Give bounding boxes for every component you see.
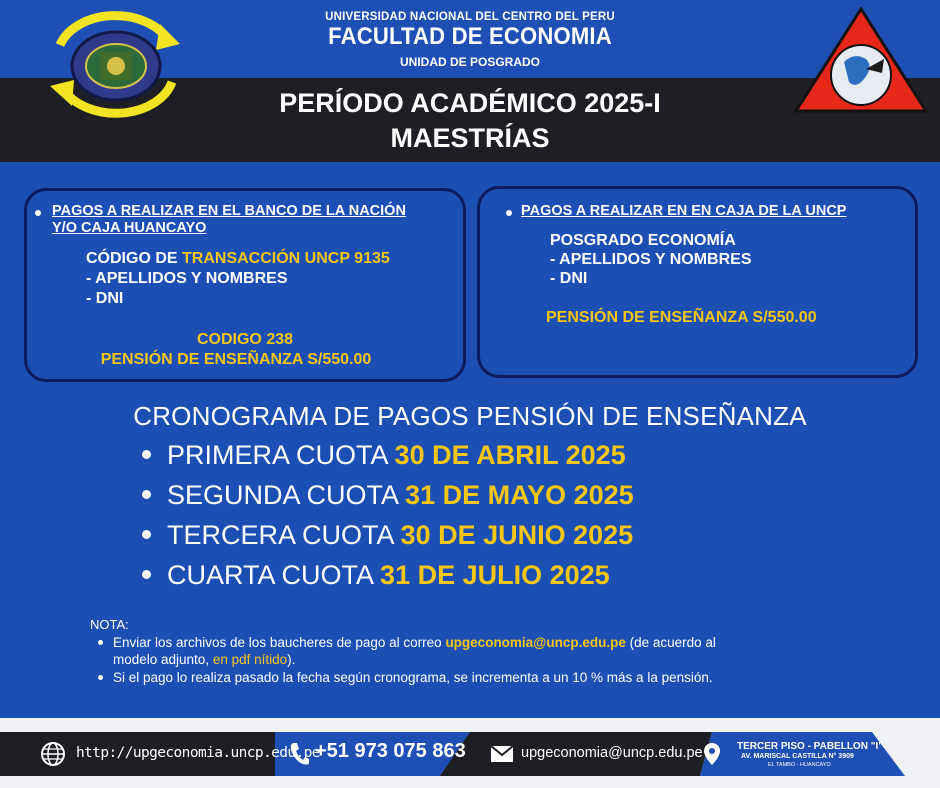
cuota-item xyxy=(142,520,633,551)
envelope-icon xyxy=(490,745,514,763)
nota-text: modelo adjunto, xyxy=(113,652,213,667)
nota-text: Enviar los archivos de los baucheres de pago al correo xyxy=(113,635,446,650)
bullet-dot xyxy=(35,210,41,216)
nota-text-1b xyxy=(113,651,295,668)
nota-email-link[interactable]: upgeconomia@uncp.edu.pe xyxy=(445,635,626,650)
code-prefix: CÓDIGO DE xyxy=(86,250,183,267)
nota-text-2: Si el pago lo realiza pasado la fecha según cronograma, se incrementa a un 10 % más a la pensión. xyxy=(113,670,713,685)
period-title: PERÍODO ACADÉMICO 2025-I xyxy=(279,88,661,118)
transaction-code xyxy=(86,249,390,269)
bank-heading-line2: Y/O CAJA HUANCAYO xyxy=(52,220,207,236)
nota-item-1 xyxy=(98,634,858,668)
cuota-date: 31 DE JULIO 2025 xyxy=(380,560,610,590)
cuota-label: TERCERA CUOTA xyxy=(167,520,401,550)
footer-phone[interactable]: +51 973 075 863 xyxy=(315,740,466,762)
requirement-name-2: - APELLIDOS Y NOMBRES xyxy=(550,251,752,268)
program-title: MAESTRÍAS xyxy=(390,123,550,153)
bullet-dot xyxy=(98,640,103,645)
footer-address-1: TERCER PISO - PABELLON "I" xyxy=(737,741,883,752)
cuota-item xyxy=(142,560,610,591)
university-name: UNIVERSIDAD NACIONAL DEL CENTRO DEL PERU xyxy=(325,11,615,23)
nota-pdf: en pdf nítido xyxy=(212,652,288,667)
codigo-238: CODIGO 238 xyxy=(196,331,294,348)
bullet-dot xyxy=(142,490,151,499)
cuota-item xyxy=(142,480,634,511)
nota-label: NOTA: xyxy=(90,617,129,632)
cuota-label: CUARTA CUOTA xyxy=(167,560,381,590)
requirement-dni-2: - DNI xyxy=(550,270,588,287)
bullet-dot xyxy=(98,675,103,680)
cuota-label: SEGUNDA CUOTA xyxy=(167,480,406,510)
bullet-dot xyxy=(142,570,151,579)
faculty-name: FACULTAD DE ECONOMIA xyxy=(328,23,612,50)
map-pin-icon xyxy=(703,742,721,766)
cuota-date: 31 DE MAYO 2025 xyxy=(405,480,634,510)
nota-text: (de acuerdo al xyxy=(625,635,716,650)
footer-address-2: AV. MARISCAL CASTILLA N° 3909 xyxy=(741,753,854,760)
cuota-date: 30 DE ABRIL 2025 xyxy=(394,440,626,470)
requirement-dni: - DNI xyxy=(86,290,124,307)
bullet-dot xyxy=(142,530,151,539)
caja-heading: PAGOS A REALIZAR EN EN CAJA DE LA UNCP xyxy=(521,203,847,219)
bank-heading-line1: PAGOS A REALIZAR EN EL BANCO DE LA NACIÓN xyxy=(52,203,406,219)
unit-name: UNIDAD DE POSGRADO xyxy=(399,55,540,69)
bullet-dot xyxy=(142,450,151,459)
nota-text-1 xyxy=(113,634,716,651)
cronograma-title: CRONOGRAMA DE PAGOS PENSIÓN DE ENSEÑANZA xyxy=(133,401,807,431)
cuota-label: PRIMERA CUOTA xyxy=(167,440,395,470)
nota-text: ). xyxy=(287,652,296,667)
footer-address-3: EL TAMBO - HUANCAYO xyxy=(768,762,831,768)
posgrado-economia: POSGRADO ECONOMÍA xyxy=(550,232,736,249)
globe-icon xyxy=(40,741,66,767)
nota-item-2 xyxy=(98,669,858,686)
bank-pension: PENSIÓN DE ENSEÑANZA S/550.00 xyxy=(100,351,372,368)
cuota-date: 30 DE JUNIO 2025 xyxy=(400,520,634,550)
cuota-item xyxy=(142,440,626,471)
code-highlight: TRANSACCIÓN UNCP 9135 xyxy=(182,250,390,267)
bullet-dot xyxy=(506,210,512,216)
posgrado-logo xyxy=(40,10,190,120)
phone-icon xyxy=(288,741,310,767)
economia-logo xyxy=(794,7,928,115)
caja-pension: PENSIÓN DE ENSEÑANZA S/550.00 xyxy=(546,309,817,326)
footer-email[interactable]: upgeconomia@uncp.edu.pe xyxy=(521,745,703,761)
footer-website[interactable]: http://upgeconomia.uncp.edu.pe xyxy=(76,745,320,761)
requirement-name: - APELLIDOS Y NOMBRES xyxy=(86,270,288,287)
